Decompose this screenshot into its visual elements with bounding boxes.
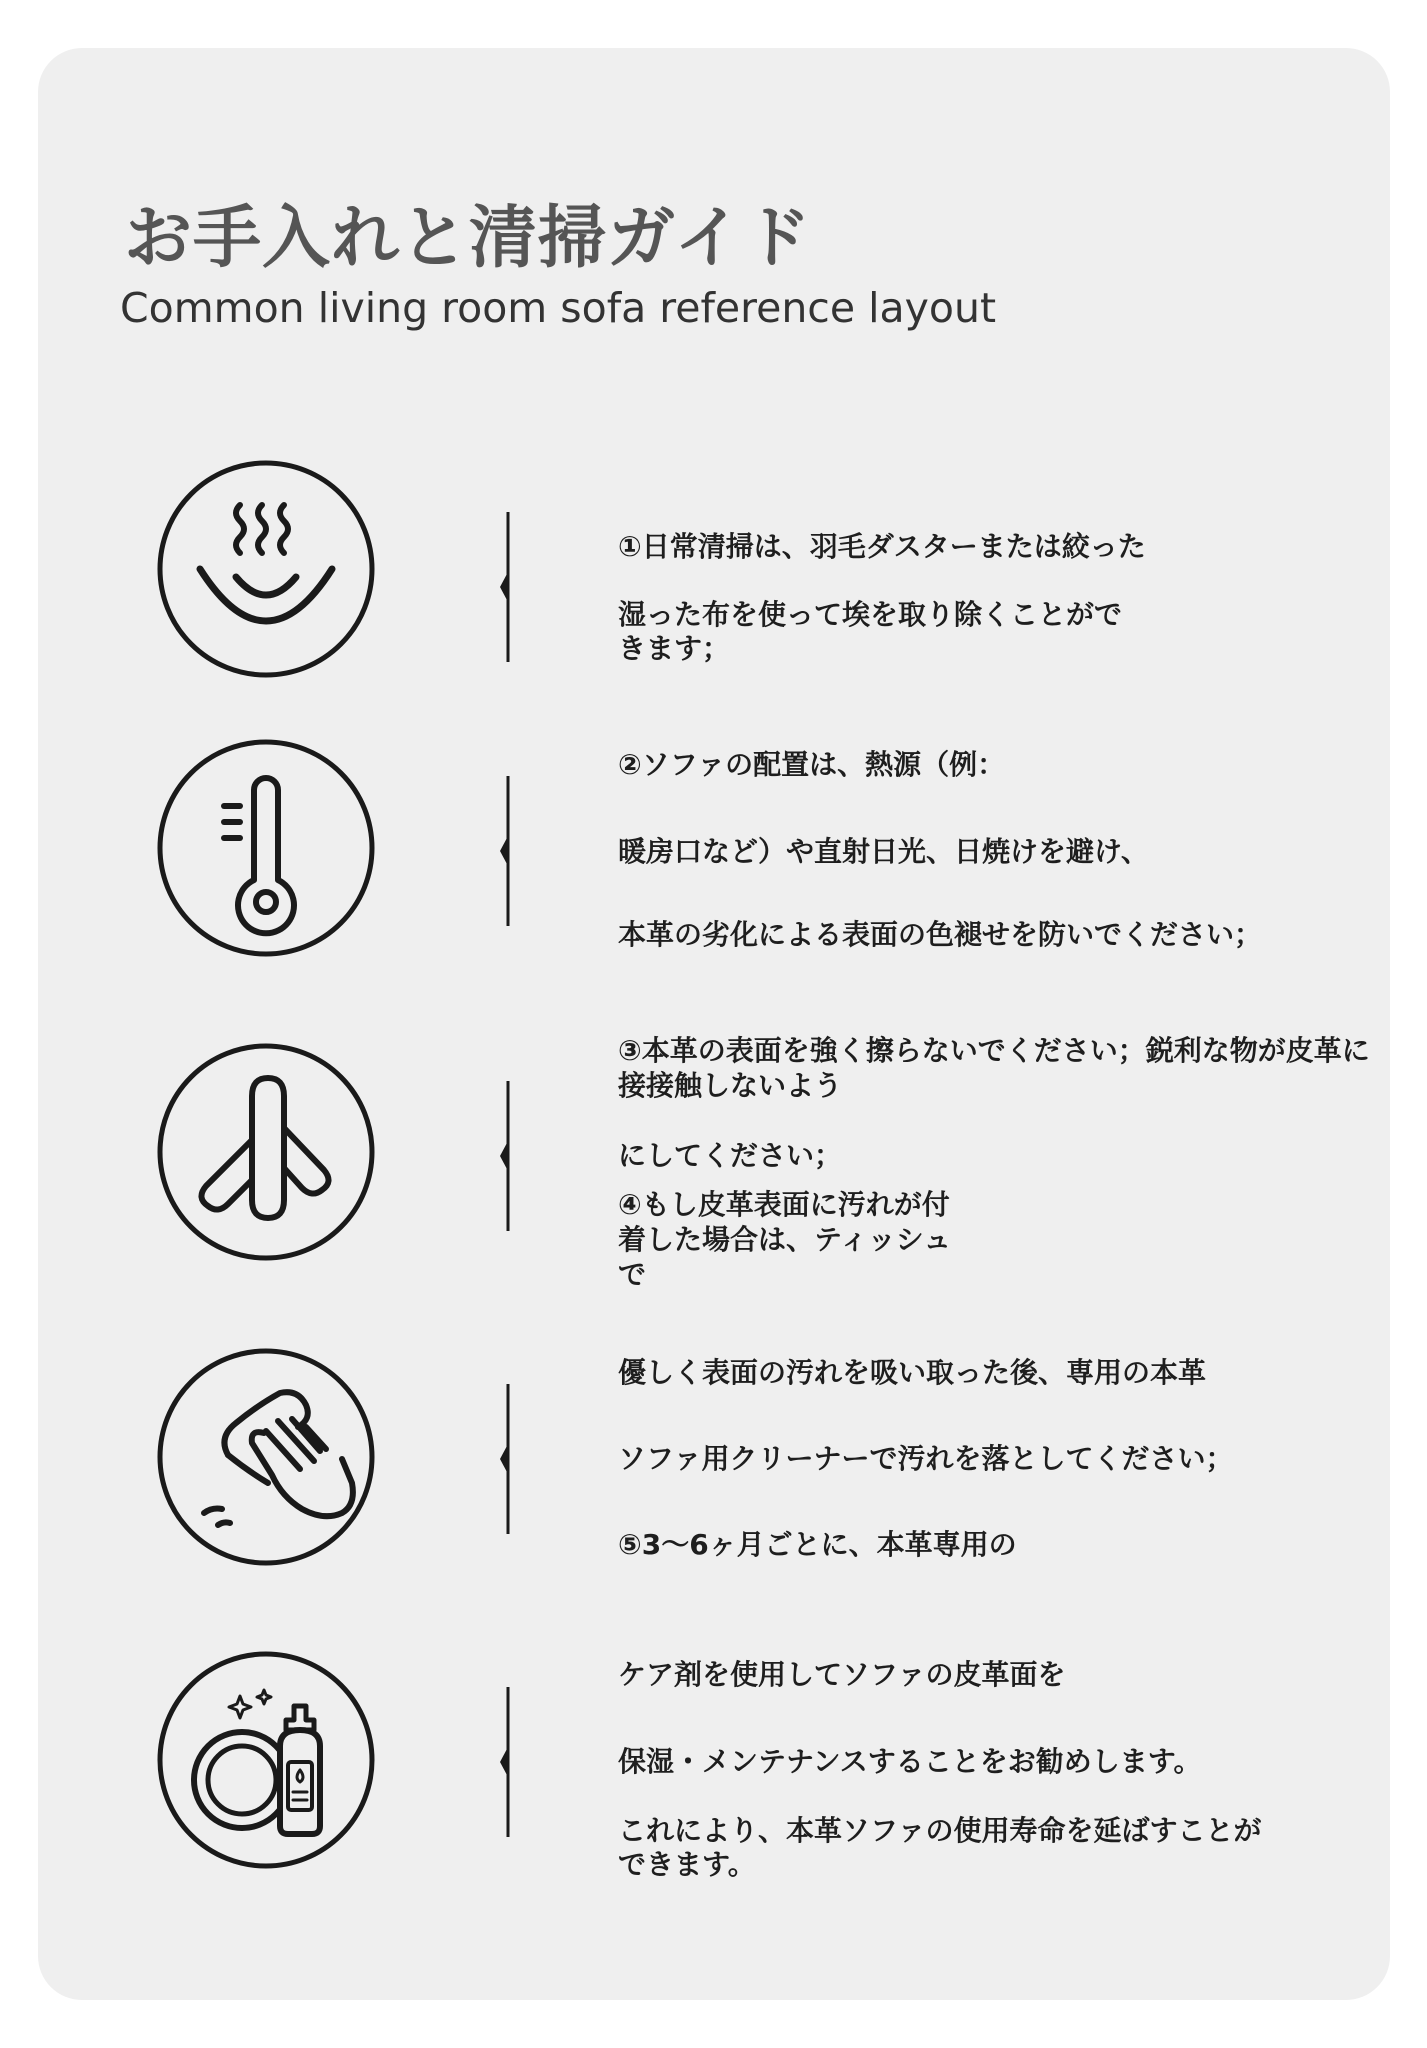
guide-line: 暖房口など）や直射日光、日焼けを避け、 (618, 835, 1149, 868)
scratch-icon (156, 1042, 376, 1262)
guide-line: ①日常清掃は、羽毛ダスターまたは絞った (618, 530, 1146, 563)
guide-line: 接接触しないよう (618, 1069, 843, 1102)
guide-line: 着した場合は、ティッシュ (618, 1223, 952, 1256)
section-divider (494, 776, 516, 926)
guide-line: 優しく表面の汚れを吸い取った後、専用の本革 (618, 1356, 1207, 1389)
guide-line: で (618, 1258, 647, 1291)
guide-line: 本革の劣化による表面の色褪せを防いでください； (618, 918, 1263, 951)
guide-line: きます； (618, 632, 731, 665)
guide-line: 湿った布を使って埃を取り除くことがで (618, 598, 1123, 631)
steam-icon (156, 459, 376, 679)
thermometer-icon (156, 738, 376, 958)
guide-line: にしてください； (618, 1139, 843, 1172)
section-divider (494, 1687, 516, 1837)
wiping-hand-icon (156, 1347, 376, 1567)
guide-line: ケア剤を使用してソファの皮革面を (618, 1658, 1066, 1691)
guide-line: ②ソファの配置は、熱源（例： (618, 748, 1006, 781)
guide-line: 保湿・メンテナンスすることをお勧めします。 (618, 1745, 1202, 1778)
section-divider (494, 1384, 516, 1534)
section-divider (494, 512, 516, 662)
guide-line: ⑤3～6ヶ月ごとに、本革専用の (618, 1528, 1017, 1561)
page-title: お手入れと清掃ガイド (124, 199, 812, 278)
guide-line: これにより、本革ソファの使用寿命を延ばすことが (618, 1814, 1262, 1847)
guide-line: ④もし皮革表面に汚れが付 (618, 1188, 950, 1221)
page-subtitle: Common living room sofa reference layout (120, 284, 997, 332)
guide-line: ソファ用クリーナーで汚れを落としてください； (618, 1442, 1234, 1475)
guide-line: できます。 (618, 1848, 756, 1881)
guide-line: ③本革の表面を強く擦らないでください；鋭利な物が皮革に (618, 1034, 1370, 1067)
cleaner-bottle-icon (156, 1650, 376, 1870)
section-divider (494, 1081, 516, 1231)
